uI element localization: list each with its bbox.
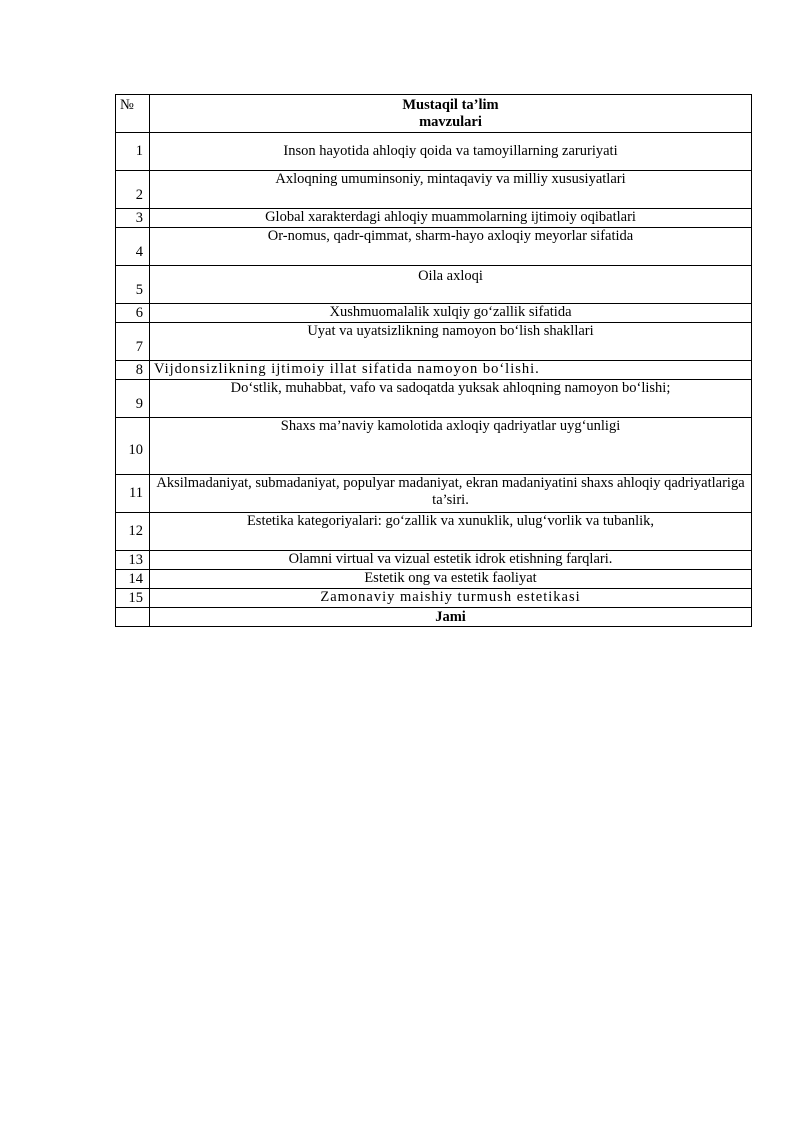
row-number: 6 bbox=[116, 304, 150, 323]
row-topic: Oila axloqi bbox=[150, 266, 752, 304]
header-title-line-1: Mustaqil ta’lim bbox=[402, 97, 499, 113]
row-number: 3 bbox=[116, 209, 150, 228]
row-topic: Vijdonsizlikning ijtimoiy illat sifatida namoyon bo‘lishi. bbox=[150, 361, 752, 380]
table-row bbox=[116, 380, 752, 418]
header-title-line-2: mavzulari bbox=[419, 114, 482, 130]
table-row bbox=[116, 570, 752, 589]
total-number-cell bbox=[116, 608, 150, 627]
row-number: 5 bbox=[116, 266, 150, 304]
table-row bbox=[116, 551, 752, 570]
topics-table bbox=[115, 94, 752, 627]
table-row bbox=[116, 323, 752, 361]
table-row bbox=[116, 475, 752, 513]
row-topic: Axloqning umuminsoniy, mintaqaviy va milliy xususiyatlari bbox=[150, 171, 752, 209]
table-row bbox=[116, 361, 752, 380]
number-column-header: № bbox=[116, 95, 150, 133]
row-number: 1 bbox=[116, 133, 150, 171]
table-row bbox=[116, 513, 752, 551]
row-topic: Zamonaviy maishiy turmush estetikasi bbox=[150, 589, 752, 608]
table-row bbox=[116, 133, 752, 171]
row-topic: Aksilmadaniyat, submadaniyat, populyar madaniyat, ekran madaniyatini shaxs ahloqiy qadriyatlariga ta’siri. bbox=[150, 475, 752, 513]
row-topic: Estetik ong va estetik faoliyat bbox=[150, 570, 752, 589]
row-number: 15 bbox=[116, 589, 150, 608]
row-topic: Inson hayotida ahloqiy qoida va tamoyillarning zaruriyati bbox=[150, 133, 752, 171]
row-number: 12 bbox=[116, 513, 150, 551]
row-number: 9 bbox=[116, 380, 150, 418]
row-topic: Global xarakterdagi ahloqiy muammolarning ijtimoiy oqibatlari bbox=[150, 209, 752, 228]
table-total-row bbox=[116, 608, 752, 627]
row-number: 13 bbox=[116, 551, 150, 570]
row-topic: Uyat va uyatsizlikning namoyon bo‘lish shakllari bbox=[150, 323, 752, 361]
row-topic: Shaxs ma’naviy kamolotida axloqiy qadriyatlar uyg‘unligi bbox=[150, 418, 752, 475]
row-number: 8 bbox=[116, 361, 150, 380]
row-number: 11 bbox=[116, 475, 150, 513]
row-number: 2 bbox=[116, 171, 150, 209]
topics-column-header bbox=[150, 95, 752, 133]
row-topic: Do‘stlik, muhabbat, vafo va sadoqatda yuksak ahloqning namoyon bo‘lishi; bbox=[150, 380, 752, 418]
total-label: Jami bbox=[150, 608, 752, 627]
row-number: 4 bbox=[116, 228, 150, 266]
row-topic: Or-nomus, qadr-qimmat, sharm-hayo axloqiy meyorlar sifatida bbox=[150, 228, 752, 266]
table-row bbox=[116, 589, 752, 608]
row-topic: Xushmuomalalik xulqiy go‘zallik sifatida bbox=[150, 304, 752, 323]
table-row bbox=[116, 228, 752, 266]
row-number: 10 bbox=[116, 418, 150, 475]
table-row bbox=[116, 304, 752, 323]
table-row bbox=[116, 418, 752, 475]
table-row bbox=[116, 171, 752, 209]
table-header-row bbox=[116, 95, 752, 133]
row-number: 14 bbox=[116, 570, 150, 589]
row-number: 7 bbox=[116, 323, 150, 361]
table-row bbox=[116, 266, 752, 304]
table-row bbox=[116, 209, 752, 228]
row-topic: Olamni virtual va vizual estetik idrok etishning farqlari. bbox=[150, 551, 752, 570]
row-topic: Estetika kategoriyalari: go‘zallik va xunuklik, ulug‘vorlik va tubanlik, bbox=[150, 513, 752, 551]
